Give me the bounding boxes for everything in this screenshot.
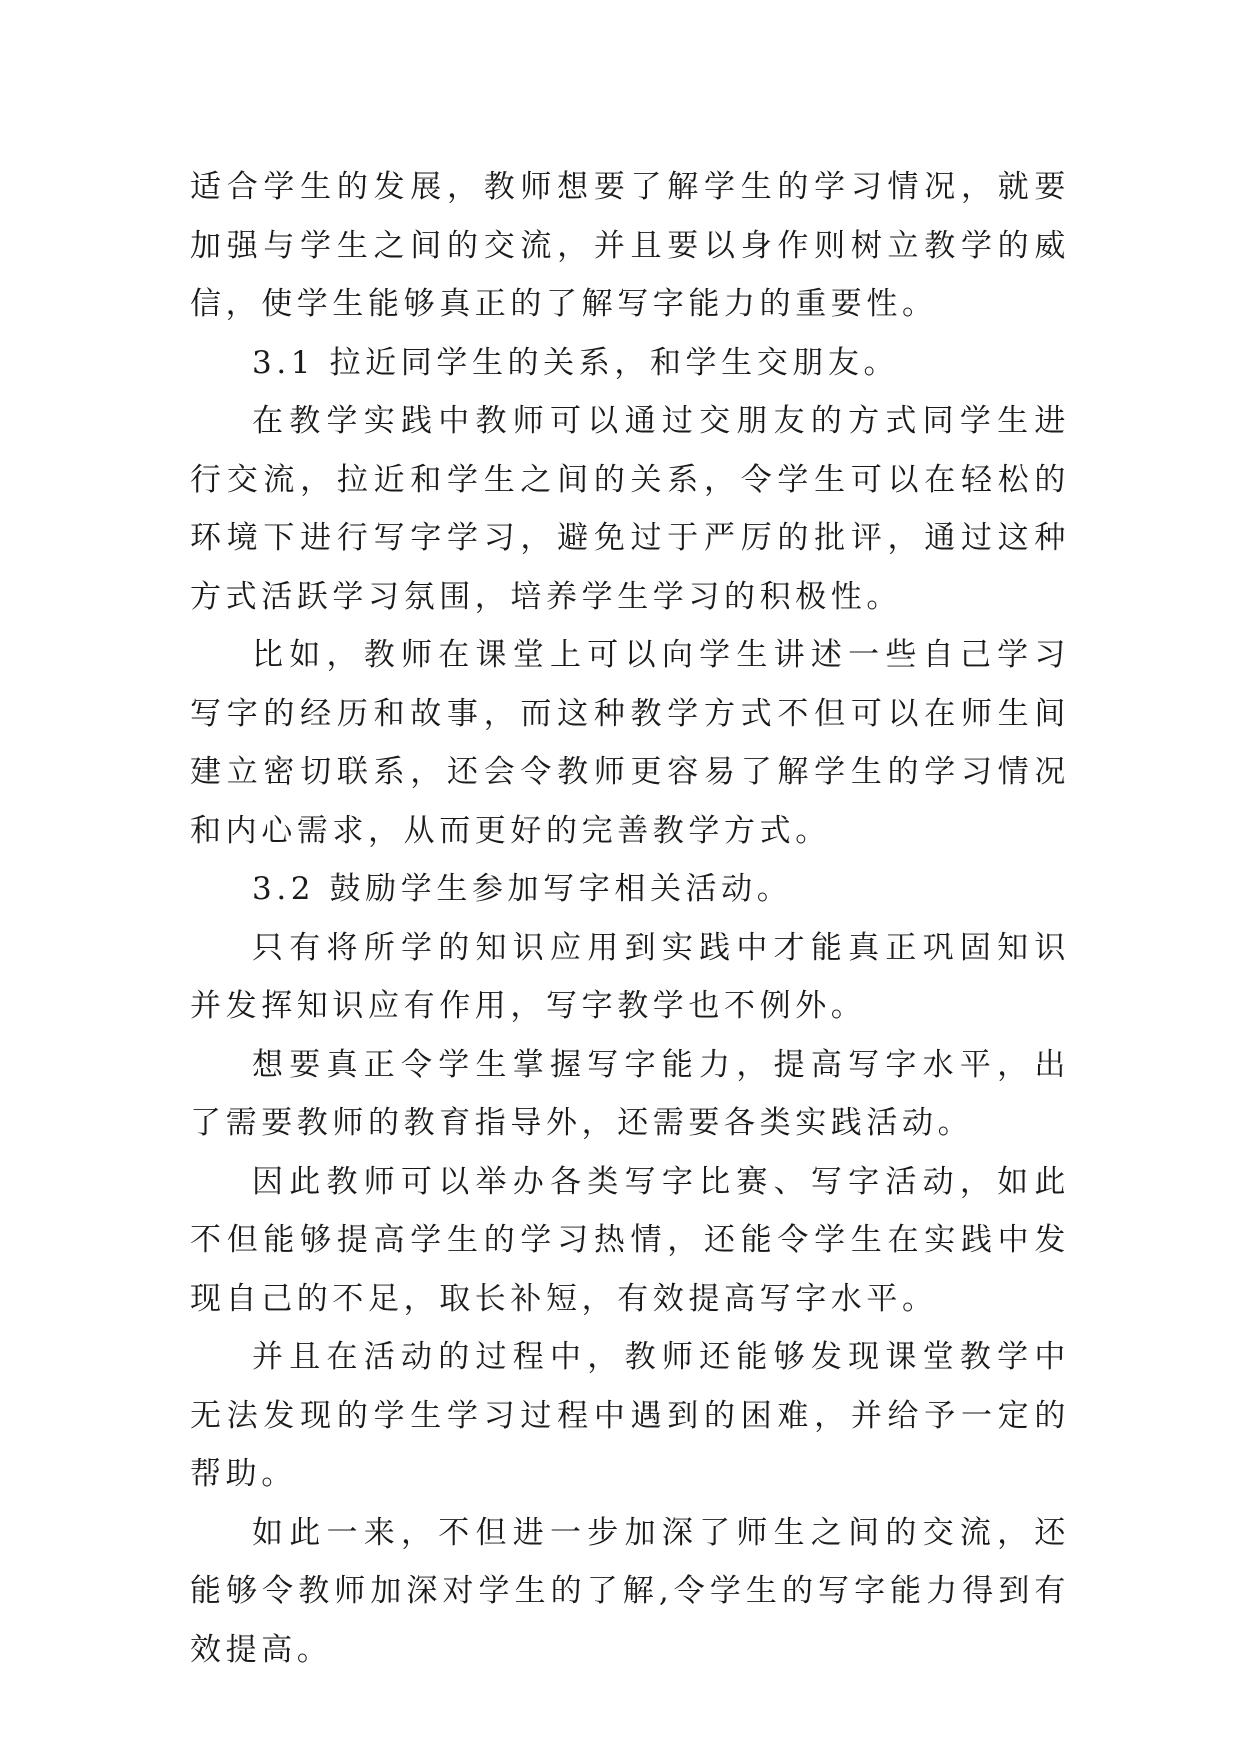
section-heading-3-1: 3.1 拉近同学生的关系，和学生交朋友。 bbox=[252, 344, 900, 381]
paragraph: 比如，教师在课堂上可以向学生讲述一些自己学习写字的经历和故事，而这种教学方式不但可以在师生间建立密切联系，还会令教师更容易了解学生的学习情况和内心需求，从而更好的完善教学方式。 bbox=[190, 637, 1070, 849]
paragraph: 并且在活动的过程中，教师还能够发现课堂教学中无法发现的学生学习过程中遇到的困难，并给予一定的帮助。 bbox=[190, 1339, 1070, 1492]
paragraph: 因此教师可以举办各类写字比赛、写字活动，如此不但能够提高学生的学习热情，还能令学生在实践中发现自己的不足，取长补短，有效提高写字水平。 bbox=[190, 1163, 1070, 1317]
paragraph: 在教学实践中教师可以通过交朋友的方式同学生进行交流，拉近和学生之间的关系，令学生可以在轻松的环境下进行写字学习，避免过于严厉的批评，通过这种方式活跃学习氛围，培养学生学习的积极性。 bbox=[190, 403, 1070, 615]
paragraph: 想要真正令学生掌握写字能力，提高写字水平，出了需要教师的教育指导外，还需要各类实践活动。 bbox=[190, 1046, 1070, 1141]
paragraph: 适合学生的发展，教师想要了解学生的学习情况，就要加强与学生之间的交流，并且要以身作则树立教学的威信，使学生能够真正的了解写字能力的重要性。 bbox=[190, 169, 1070, 322]
section-heading-3-2: 3.2 鼓励学生参加写字相关活动。 bbox=[252, 871, 793, 907]
paragraph: 如此一来，不但进一步加深了师生之间的交流，还能够令教师加深对学生的了解,令学生的写字能力得到有效提高。 bbox=[190, 1514, 1070, 1668]
paragraph: 只有将所学的知识应用到实践中才能真正巩固知识并发挥知识应有作用，写字教学也不例外。 bbox=[190, 929, 1070, 1024]
document-page bbox=[190, 158, 1070, 1679]
